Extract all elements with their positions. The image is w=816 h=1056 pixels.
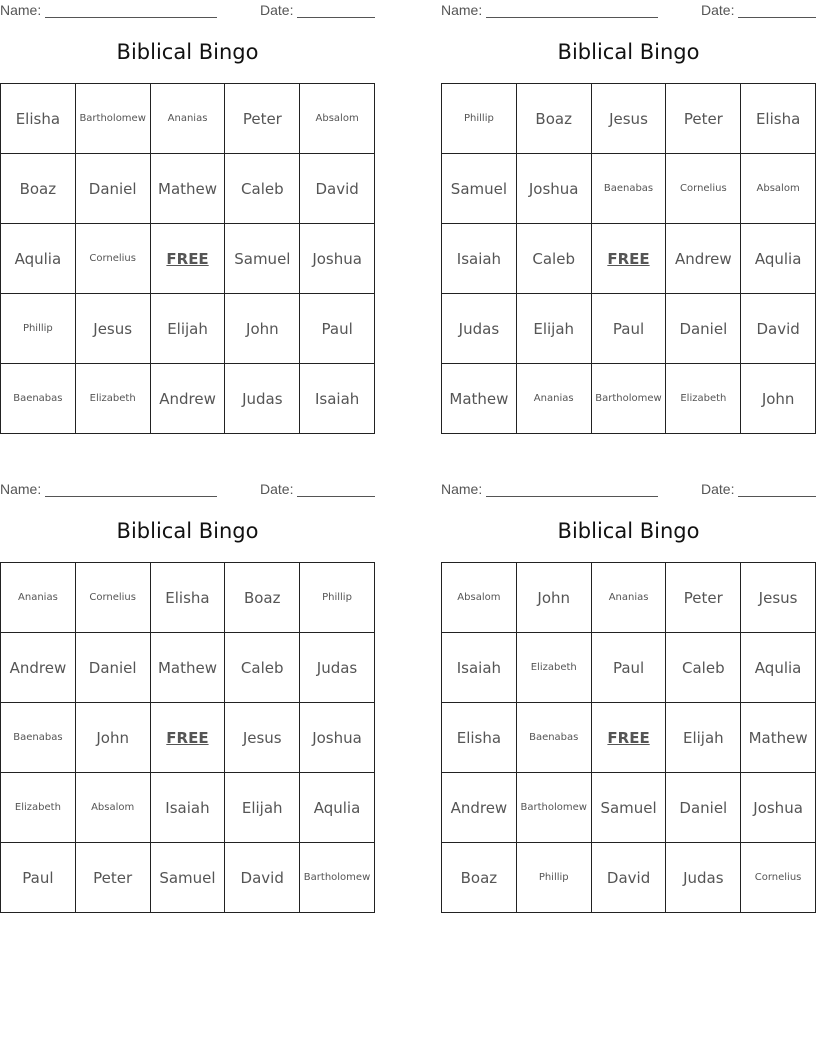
bingo-cell: Boaz: [1, 154, 76, 224]
bingo-cell: Isaiah: [442, 633, 517, 703]
name-date-line: [441, 481, 816, 499]
bingo-row: [442, 843, 816, 913]
bingo-cell: Paul: [300, 294, 375, 364]
bingo-cell: Aqulia: [741, 633, 816, 703]
bingo-cell: Bartholomew: [516, 773, 591, 843]
bingo-cell: Absalom: [442, 563, 517, 633]
bingo-row: [442, 633, 816, 703]
bingo-cell: Isaiah: [442, 224, 517, 294]
bingo-cell: Absalom: [741, 154, 816, 224]
date-label: Date:: [701, 2, 735, 18]
bingo-cell: Cornelius: [741, 843, 816, 913]
bingo-cell: Ananias: [591, 563, 666, 633]
bingo-cell: Cornelius: [75, 563, 150, 633]
bingo-cell: Caleb: [516, 224, 591, 294]
bingo-cell: David: [591, 843, 666, 913]
bingo-card-4: [441, 479, 816, 914]
bingo-cell: Cornelius: [75, 224, 150, 294]
bingo-row: [442, 154, 816, 224]
bingo-cell: Elijah: [516, 294, 591, 364]
bingo-cell: Bartholomew: [75, 84, 150, 154]
bingo-cell: John: [225, 294, 300, 364]
bingo-cell: Peter: [225, 84, 300, 154]
date-blank-line: [297, 496, 375, 497]
bingo-cell: Judas: [225, 364, 300, 434]
bingo-cell: Bartholomew: [300, 843, 375, 913]
card-title: Biblical Bingo: [557, 519, 700, 543]
bingo-cell: Elisha: [150, 563, 225, 633]
bingo-cell: Paul: [1, 843, 76, 913]
name-blank-line: [486, 496, 658, 497]
bingo-cell: Aqulia: [300, 773, 375, 843]
bingo-cell: Baenabas: [1, 364, 76, 434]
bingo-cell: Bartholomew: [591, 364, 666, 434]
bingo-row: [1, 843, 375, 913]
bingo-card-1: [0, 0, 375, 435]
bingo-cell: Isaiah: [150, 773, 225, 843]
bingo-cell: Daniel: [75, 154, 150, 224]
date-blank-line: [297, 17, 375, 18]
bingo-row: [1, 294, 375, 364]
bingo-cell: Jesus: [225, 703, 300, 773]
bingo-cell: Jesus: [591, 84, 666, 154]
name-date-line: [0, 2, 375, 20]
bingo-row: [442, 84, 816, 154]
bingo-cell: Elizabeth: [516, 633, 591, 703]
bingo-card-3: [0, 479, 375, 914]
bingo-cell: Samuel: [150, 843, 225, 913]
bingo-cell: Aqulia: [741, 224, 816, 294]
bingo-cell: Jesus: [75, 294, 150, 364]
bingo-cell: Boaz: [516, 84, 591, 154]
bingo-grid: [441, 562, 816, 913]
bingo-cell: Peter: [666, 563, 741, 633]
bingo-cell: Baenabas: [591, 154, 666, 224]
name-label: Name:: [441, 481, 483, 497]
bingo-cell: David: [741, 294, 816, 364]
bingo-grid: [0, 83, 375, 434]
bingo-row: [1, 563, 375, 633]
bingo-row: [1, 364, 375, 434]
bingo-cell: Ananias: [516, 364, 591, 434]
bingo-cell: Joshua: [516, 154, 591, 224]
bingo-row: [1, 633, 375, 703]
bingo-cell: David: [225, 843, 300, 913]
bingo-row: [442, 563, 816, 633]
bingo-cell: Elisha: [1, 84, 76, 154]
bingo-cell: Elisha: [442, 703, 517, 773]
bingo-cell: Judas: [666, 843, 741, 913]
bingo-card-2: [441, 0, 816, 435]
bingo-cell: Mathew: [442, 364, 517, 434]
name-blank-line: [45, 496, 217, 497]
bingo-cell: Paul: [591, 294, 666, 364]
bingo-cell: Andrew: [1, 633, 76, 703]
bingo-cell: Andrew: [442, 773, 517, 843]
bingo-cell: Absalom: [75, 773, 150, 843]
bingo-cell: Joshua: [300, 703, 375, 773]
bingo-row: [442, 703, 816, 773]
bingo-cell: Peter: [75, 843, 150, 913]
name-label: Name:: [441, 2, 483, 18]
bingo-cell: Caleb: [666, 633, 741, 703]
bingo-cell: Boaz: [225, 563, 300, 633]
bingo-cell: Judas: [300, 633, 375, 703]
date-blank-line: [738, 496, 816, 497]
date-blank-line: [738, 17, 816, 18]
bingo-grid: [441, 83, 816, 434]
bingo-cell: Caleb: [225, 154, 300, 224]
name-blank-line: [45, 17, 217, 18]
bingo-cell: Absalom: [300, 84, 375, 154]
bingo-cell: Baenabas: [1, 703, 76, 773]
bingo-cell: Phillip: [1, 294, 76, 364]
card-title: Biblical Bingo: [116, 40, 259, 64]
bingo-cell: Cornelius: [666, 154, 741, 224]
bingo-row: [442, 773, 816, 843]
bingo-cell: Elizabeth: [1, 773, 76, 843]
bingo-cell: Andrew: [150, 364, 225, 434]
bingo-cell: Jesus: [741, 563, 816, 633]
bingo-row: [1, 154, 375, 224]
bingo-cell: John: [75, 703, 150, 773]
date-label: Date:: [260, 481, 294, 497]
card-title: Biblical Bingo: [116, 519, 259, 543]
bingo-cell: Phillip: [300, 563, 375, 633]
bingo-cell: David: [300, 154, 375, 224]
card-title: Biblical Bingo: [557, 40, 700, 64]
bingo-cell: John: [516, 563, 591, 633]
bingo-cell: Mathew: [741, 703, 816, 773]
bingo-cell: Judas: [442, 294, 517, 364]
bingo-grid: [0, 562, 375, 913]
bingo-cell: Ananias: [1, 563, 76, 633]
bingo-cell: Elijah: [666, 703, 741, 773]
bingo-cell: Aqulia: [1, 224, 76, 294]
bingo-cell: Joshua: [741, 773, 816, 843]
bingo-cell: Mathew: [150, 154, 225, 224]
bingo-row: [1, 224, 375, 294]
bingo-cell: Andrew: [666, 224, 741, 294]
bingo-row: [1, 773, 375, 843]
bingo-cell: Isaiah: [300, 364, 375, 434]
name-date-line: [441, 2, 816, 20]
name-blank-line: [486, 17, 658, 18]
bingo-cell: Phillip: [442, 84, 517, 154]
bingo-row: [442, 224, 816, 294]
bingo-cell: Samuel: [225, 224, 300, 294]
free-space-cell: FREE: [591, 224, 666, 294]
bingo-cell: Daniel: [75, 633, 150, 703]
name-label: Name:: [0, 481, 42, 497]
bingo-cell: Elisha: [741, 84, 816, 154]
date-label: Date:: [260, 2, 294, 18]
bingo-cell: Ananias: [150, 84, 225, 154]
bingo-row: [1, 703, 375, 773]
bingo-cell: Caleb: [225, 633, 300, 703]
free-space-cell: FREE: [150, 703, 225, 773]
bingo-cell: Paul: [591, 633, 666, 703]
bingo-cell: Elizabeth: [75, 364, 150, 434]
bingo-cell: Baenabas: [516, 703, 591, 773]
bingo-row: [1, 84, 375, 154]
name-label: Name:: [0, 2, 42, 18]
bingo-cell: John: [741, 364, 816, 434]
bingo-row: [442, 294, 816, 364]
bingo-cell: Boaz: [442, 843, 517, 913]
free-space-cell: FREE: [150, 224, 225, 294]
date-label: Date:: [701, 481, 735, 497]
bingo-cell: Peter: [666, 84, 741, 154]
bingo-cell: Elijah: [150, 294, 225, 364]
bingo-cell: Daniel: [666, 294, 741, 364]
name-date-line: [0, 481, 375, 499]
bingo-cell: Elijah: [225, 773, 300, 843]
bingo-cell: Joshua: [300, 224, 375, 294]
free-space-cell: FREE: [591, 703, 666, 773]
bingo-cell: Daniel: [666, 773, 741, 843]
bingo-cell: Elizabeth: [666, 364, 741, 434]
bingo-row: [442, 364, 816, 434]
bingo-cell: Phillip: [516, 843, 591, 913]
bingo-cell: Mathew: [150, 633, 225, 703]
bingo-cell: Samuel: [442, 154, 517, 224]
bingo-cell: Samuel: [591, 773, 666, 843]
